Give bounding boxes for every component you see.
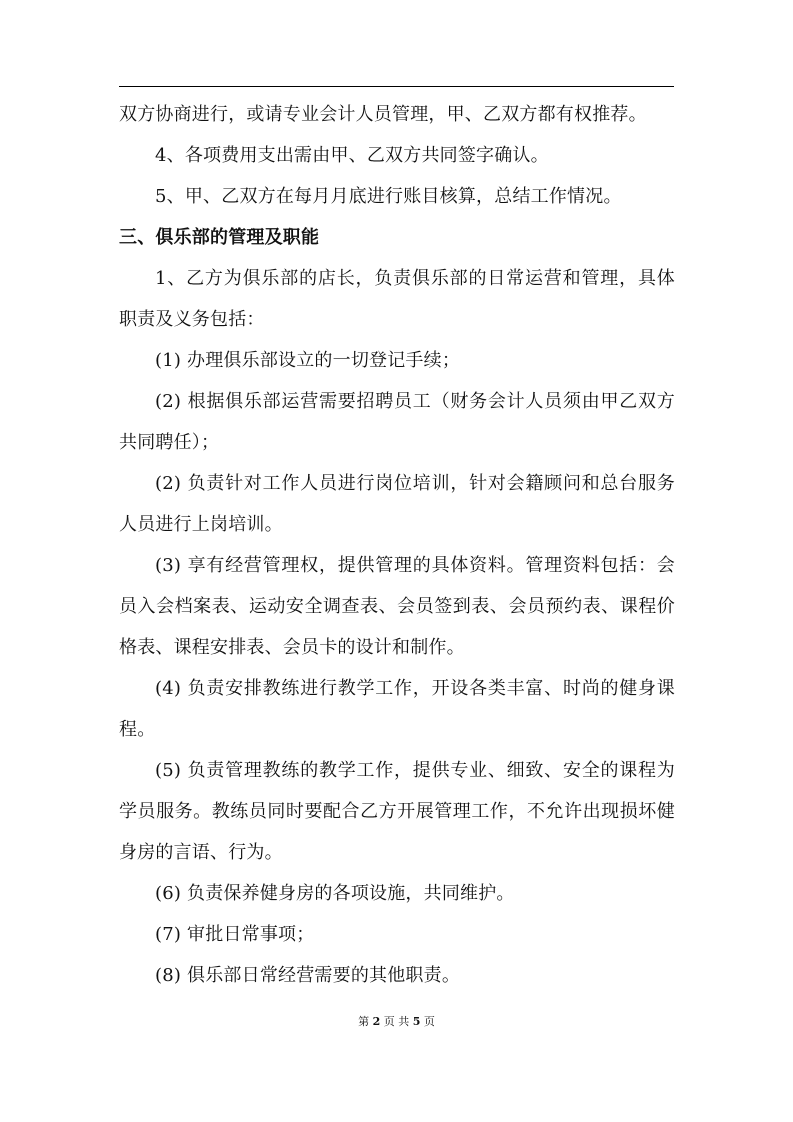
list-item: (5) 负责管理教练的教学工作，提供专业、细致、安全的课程为学员服务。教练员同时要配合乙方开展管理工作，不允许出现损坏健身房的言语、行为。 [119, 760, 675, 863]
document-body [119, 94, 675, 996]
list-item: (8) 俱乐部日常经营需要的其他职责。 [155, 965, 461, 986]
list-item: (1) 办理俱乐部设立的一切登记手续； [155, 350, 461, 371]
list-item: (2) 根据俱乐部运营需要招聘员工（财务会计人员须由甲乙双方共同聘任）； [119, 391, 675, 453]
footer-current-page: 2 [372, 1015, 381, 1028]
page-footer [0, 1013, 793, 1029]
list-item: (2) 负责针对工作人员进行岗位培训，针对会籍顾问和总台服务人员进行上岗培训。 [119, 473, 675, 535]
paragraph-continuation: 双方协商进行，或请专业会计人员管理，甲、乙双方都有权推荐。 [119, 104, 647, 125]
list-item: (4) 负责安排教练进行教学工作，开设各类丰富、时尚的健身课程。 [119, 678, 675, 740]
paragraph-item-4: 4、各项费用支出需由甲、乙双方共同签字确认。 [155, 145, 549, 166]
header-rule [119, 86, 674, 87]
list-item: (6) 负责保养健身房的各项设施，共同维护。 [155, 883, 515, 904]
footer-middle: 页 共 [383, 1015, 410, 1028]
footer-prefix: 第 [358, 1015, 370, 1028]
list-item: (3) 享有经营管理权，提供管理的具体资料。管理资料包括：会员入会档案表、运动安全调查表、会员签到表、会员预约表、课程价格表、课程安排表、会员卡的设计和制作。 [119, 555, 675, 658]
footer-suffix: 页 [423, 1015, 435, 1028]
footer-total-pages: 5 [412, 1015, 421, 1028]
paragraph-item-1: 1、乙方为俱乐部的店长，负责俱乐部的日常运营和管理，具体职责及义务包括： [119, 268, 675, 330]
paragraph-item-5: 5、甲、乙双方在每月月底进行账目核算，总结工作情况。 [155, 186, 622, 207]
list-item: (7) 审批日常事项； [155, 924, 315, 945]
section-heading: 三、俱乐部的管理及职能 [119, 227, 320, 248]
